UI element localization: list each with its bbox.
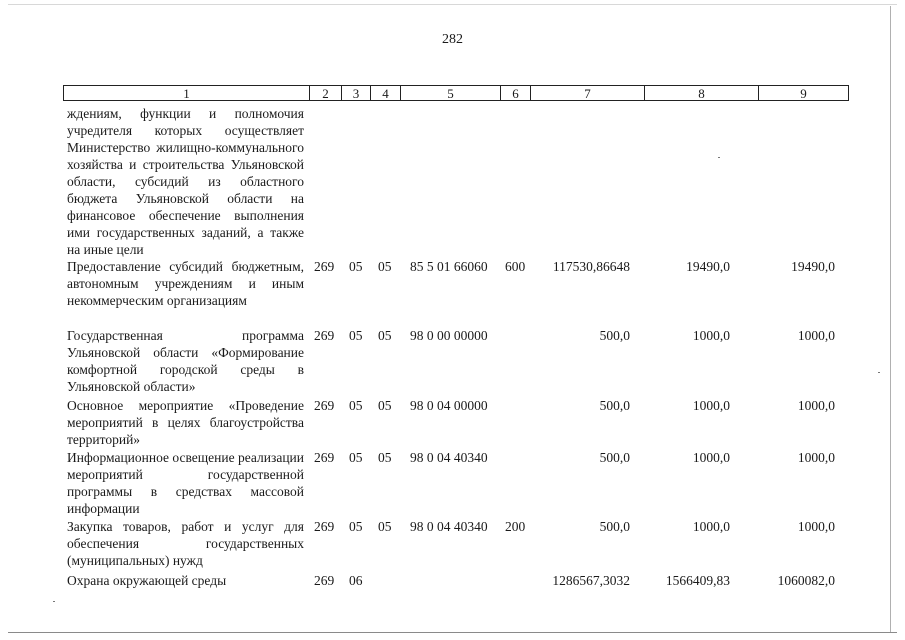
cell-department: 269 (314, 398, 335, 413)
cell-amount-year1: 500,0 (599, 450, 630, 465)
cell-subsection: 05 (378, 450, 392, 465)
cell-expense-type: 600 (505, 259, 526, 274)
cell-department: 269 (314, 259, 335, 274)
cell-section: 06 (349, 573, 363, 588)
cell-amount-year2: 1566409,83 (665, 573, 730, 588)
cell-subsection: 05 (378, 519, 392, 534)
cell-target-article: 98 0 04 40340 (410, 519, 488, 534)
row-description: Предоставление субсидий бюджетным, автономным учреждениям и иным некоммерческим организациям (67, 259, 304, 308)
cell-target-article: 85 5 01 66060 (410, 259, 488, 274)
cell-subsection: 05 (378, 398, 392, 413)
row-description: Государственная программа Ульяновской области «Формирование комфортной городской среды в Ульяновской области» (67, 328, 304, 394)
row-description: Информационное освещение реализации мероприятий государственной программы в средствах массовой информации (67, 450, 304, 516)
cell-amount-year3: 1000,0 (797, 398, 835, 413)
cell-amount-year2: 1000,0 (692, 328, 730, 343)
cell-department: 269 (314, 328, 335, 343)
cell-department: 269 (314, 450, 335, 465)
column-header-7: 7 (530, 86, 644, 100)
row-description: ждениям, функции и полномочия учредителя которых осуществляет Министерство жилищно-коммунального хозяйства и строительства Ульяновской области, субсидий из областного бюджета Ульяновской области на финансовое обеспечение выполнения ими государственных заданий, а также на иные цели (67, 106, 304, 257)
column-header-8: 8 (644, 86, 758, 100)
cell-amount-year1: 500,0 (599, 519, 630, 534)
page-edge-top (8, 4, 897, 5)
cell-amount-year3: 19490,0 (791, 259, 835, 274)
cell-amount-year3: 1060082,0 (777, 573, 835, 588)
cell-target-article: 98 0 04 40340 (410, 450, 488, 465)
cell-amount-year2: 1000,0 (692, 519, 730, 534)
cell-amount-year3: 1000,0 (797, 328, 835, 343)
cell-section: 05 (349, 328, 363, 343)
row-description: Охрана окружающей среды (67, 573, 227, 588)
cell-amount-year2: 1000,0 (692, 398, 730, 413)
cell-amount-year3: 1000,0 (797, 450, 835, 465)
cell-subsection: 05 (378, 259, 392, 274)
page-number: 282 (442, 32, 463, 47)
cell-amount-year1: 500,0 (599, 328, 630, 343)
cell-target-article: 98 0 04 00000 (410, 398, 488, 413)
cell-expense-type: 200 (505, 519, 526, 534)
row-description: Основное мероприятие «Проведение мероприятий в целях благоустройства территорий» (67, 398, 304, 447)
column-header-4: 4 (370, 86, 400, 100)
cell-section: 05 (349, 450, 363, 465)
cell-department: 269 (314, 519, 335, 534)
cell-amount-year2: 1000,0 (692, 450, 730, 465)
cell-target-article: 98 0 00 00000 (410, 328, 488, 343)
column-header-2: 2 (309, 86, 341, 100)
cell-amount-year2: 19490,0 (686, 259, 730, 274)
column-header-1: 1 (183, 86, 190, 101)
cell-section: 05 (349, 519, 363, 534)
page-edge-right (890, 6, 891, 632)
cell-amount-year3: 1000,0 (797, 519, 835, 534)
cell-subsection: 05 (378, 328, 392, 343)
column-header-5: 5 (400, 86, 500, 100)
cell-section: 05 (349, 259, 363, 274)
cell-section: 05 (349, 398, 363, 413)
cell-amount-year1: 1286567,3032 (552, 573, 630, 588)
scan-speck (53, 601, 55, 602)
table-header (63, 85, 849, 101)
column-header-9: 9 (758, 86, 848, 100)
scan-speck (718, 157, 720, 158)
row-description: Закупка товаров, работ и услуг для обеспечения государственных (муниципальных) нужд (67, 519, 304, 568)
cell-department: 269 (314, 573, 335, 588)
column-header-3: 3 (341, 86, 370, 100)
cell-amount-year1: 117530,86648 (552, 259, 630, 274)
page-edge-bottom (8, 632, 897, 633)
column-header-6: 6 (500, 86, 530, 100)
cell-amount-year1: 500,0 (599, 398, 630, 413)
scan-speck (878, 372, 880, 373)
